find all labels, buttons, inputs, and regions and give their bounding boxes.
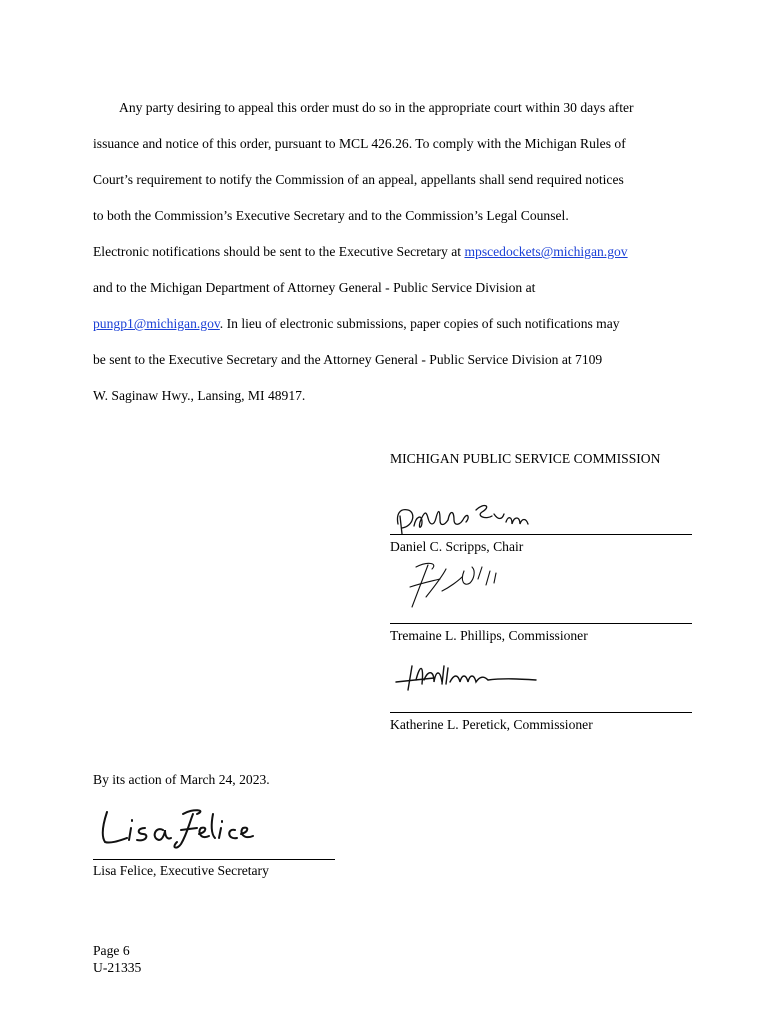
signature-peretick-icon bbox=[394, 660, 554, 700]
secretary-email-link[interactable]: mpscedockets@michigan.gov bbox=[464, 244, 628, 259]
body-line-6: and to the Michigan Department of Attorney General - Public Service Division at bbox=[93, 280, 536, 295]
signatory-commissioner-phillips bbox=[390, 557, 692, 646]
case-number: U-21335 bbox=[93, 960, 142, 975]
signatory-name: Tremaine L. Phillips, Commissioner bbox=[390, 628, 588, 643]
secretary-name: Lisa Felice, Executive Secretary bbox=[93, 863, 269, 878]
body-line-4: to both the Commission’s Executive Secretary and to the Commission’s Legal Counsel. bbox=[93, 208, 569, 223]
page-number: Page 6 bbox=[93, 943, 130, 958]
signature-phillips-icon bbox=[398, 557, 528, 613]
appeal-notice-paragraph bbox=[93, 90, 703, 414]
body-line-3: Court’s requirement to notify the Commission of an appeal, appellants shall send required notices bbox=[93, 172, 624, 187]
action-date: By its action of March 24, 2023. bbox=[93, 772, 270, 787]
signature-felice-icon bbox=[97, 804, 267, 852]
signature-scripps-icon bbox=[392, 490, 552, 540]
body-line-9: W. Saginaw Hwy., Lansing, MI 48917. bbox=[93, 388, 306, 403]
body-line-5-text: Electronic notifications should be sent to the Executive Secretary at bbox=[93, 244, 465, 259]
body-line-1: Any party desiring to appeal this order must do so in the appropriate court within 30 days after bbox=[119, 100, 634, 115]
signature-line bbox=[93, 859, 335, 860]
signatory-name: Katherine L. Peretick, Commissioner bbox=[390, 717, 593, 732]
body-line-8: be sent to the Executive Secretary and the Attorney General - Public Service Division at 7109 bbox=[93, 352, 603, 367]
body-line-2: issuance and notice of this order, pursuant to MCL 426.26. To comply with the Michigan Rules of bbox=[93, 136, 626, 151]
signatory-chair bbox=[390, 468, 692, 557]
signatory-commissioner-peretick bbox=[390, 646, 692, 735]
body-line-7 bbox=[93, 306, 703, 342]
secretary-signature-block bbox=[93, 798, 335, 888]
body-line-5 bbox=[93, 234, 703, 270]
commission-signature-block bbox=[390, 450, 692, 735]
signature-line bbox=[390, 534, 692, 535]
signature-line bbox=[390, 623, 692, 624]
ag-email-link[interactable]: pungp1@michigan.gov bbox=[93, 316, 220, 331]
commission-title: MICHIGAN PUBLIC SERVICE COMMISSION bbox=[390, 451, 661, 466]
signature-line bbox=[390, 712, 692, 713]
signatory-name: Daniel C. Scripps, Chair bbox=[390, 539, 524, 554]
page-footer bbox=[93, 942, 141, 976]
body-line-7-text: . In lieu of electronic submissions, paper copies of such notifications may bbox=[219, 316, 620, 331]
